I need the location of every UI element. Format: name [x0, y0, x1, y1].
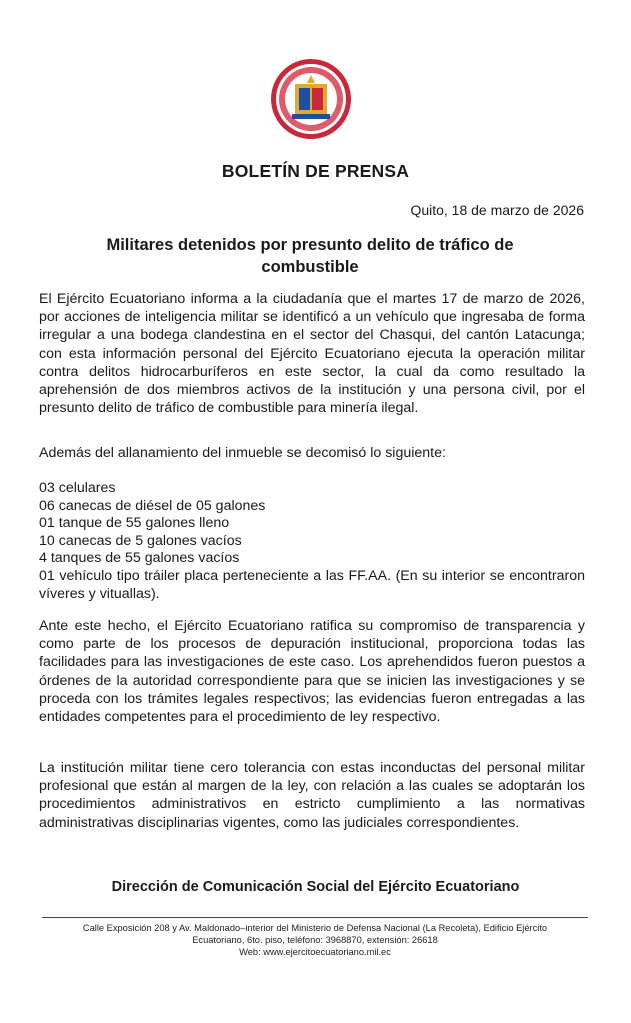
headline: [60, 234, 560, 278]
tolerance-paragraph: La institución militar tiene cero tolerancia con estas inconductas del personal militar profesional que están al margen de la ley, con relación a las cuales se adoptarán los procedimientos administrativos en estricto cumplimiento a las normativas administrativas disciplinarias vigentes, como las judiciales correspondientes.: [39, 760, 585, 831]
footer-line-2: Ecuatoriano, 6to. piso, teléfono: 3968870, extensión: 26618: [192, 935, 438, 945]
list-item: 01 tanque de 55 galones lleno: [39, 515, 230, 532]
commitment-paragraph: Ante este hecho, el Ejército Ecuatoriano ratifica su compromiso de transparencia y como parte de los procesos de depuración institucional, proporciona todas las facilidades para las investigaciones de este caso. Los aprehendidos fueron puestos a órdenes de la autoridad correspondiente para que se inicien las investigaciones y se proceda con los trámites legales respectivos; las evidencias fueron entregadas a las entidades competentes para el procedimiento de ley respectivo.: [39, 618, 585, 726]
army-emblem-icon: [270, 58, 352, 140]
list-item: 4 tanques de 55 galones vacíos: [39, 550, 240, 567]
footer-line-3: Web: www.ejercitoecuatoriano.mil.ec: [239, 947, 391, 957]
headline-line-2: combustible: [261, 258, 359, 276]
list-item: 10 canecas de 5 galones vacíos: [39, 532, 242, 549]
list-item: 06 canecas de diésel de 05 galones: [39, 497, 266, 514]
list-item: 03 celulares: [39, 480, 116, 496]
seized-intro-paragraph: Además del allanamiento del inmueble se decomisó lo siguiente:: [39, 445, 446, 461]
headline-line-1: Militares detenidos por presunto delito de tráfico de: [106, 236, 514, 254]
page-title: BOLETÍN DE PRENSA: [221, 161, 410, 181]
list-item: 01 vehículo tipo tráiler placa perteneciente a las FF.AA. (En su interior se encontraron víveres y vituallas).: [39, 567, 585, 602]
signature: Dirección de Comunicación Social del Ejército Ecuatoriano: [111, 879, 520, 895]
footer-address: [40, 922, 590, 958]
footer-line-1: Calle Exposición 208 y Av. Maldonado–interior del Ministerio de Defensa Nacional (La Recoleta), Edificio Ejército: [82, 923, 548, 933]
intro-paragraph: El Ejército Ecuatoriano informa a la ciudadanía que el martes 17 de marzo de 2026, por acciones de inteligencia militar se identificó a un vehículo que ingresaba de forma irregular a una bodega clandestina en el sector del Chasqui, del cantón Latacunga; con esta información personal del Ejército Ecuatoriano ejecuta la operación militar contra delitos hidrocarburíferos en este sector, la cual da como resultado la aprehensión de dos miembros activos de la institución y una persona civil, por el presunto delito de tráfico de combustible para minería ilegal.: [39, 291, 585, 417]
seized-items-list: [39, 480, 585, 603]
footer-divider: [42, 917, 588, 918]
release-date: Quito, 18 de marzo de 2026: [410, 202, 584, 218]
